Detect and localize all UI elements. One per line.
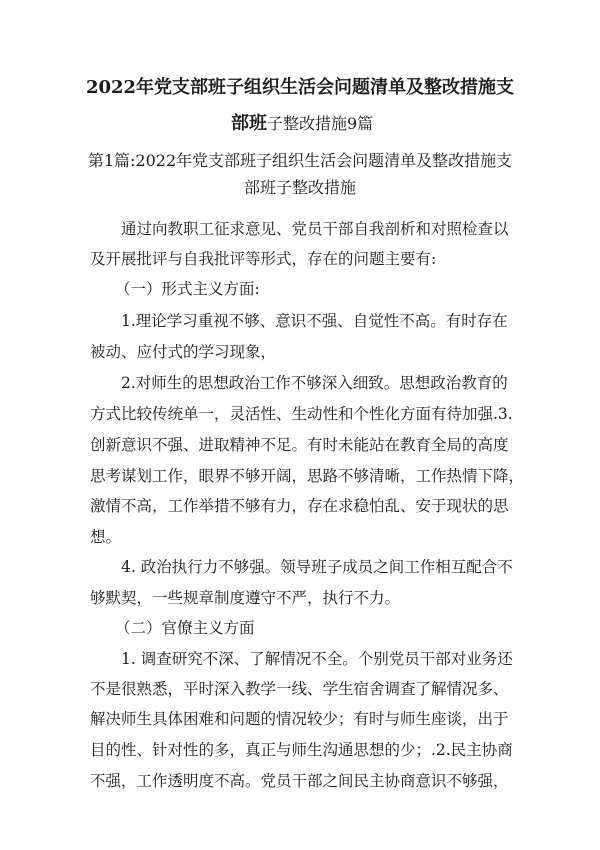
body-line: 想。 xyxy=(90,528,122,546)
body-line: 1. 调查研究不深、了解情况不全。个别党员干部对业务还 xyxy=(121,650,513,668)
body-line: 目的性、针对性的多，真正与师生沟通思想的少；.2.民主协商 xyxy=(90,741,513,759)
body-line: （一）形式主义方面: xyxy=(115,280,260,298)
body-line: 思考谋划工作，眼界不够开阔，思路不够清晰，工作热情下降， xyxy=(90,467,525,485)
body-line: 1.理论学习重视不够、意识不强、自觉性不高。有时存在 xyxy=(121,312,508,330)
body-line: 4. 政治执行力不够强。领导班子成员之间工作相互配合不 xyxy=(121,558,513,576)
section-heading-line1: 第1篇:2022年党支部班子组织生活会问题清单及整改措施支 xyxy=(87,151,513,170)
body-line: 被动、应付式的学习现象， xyxy=(90,343,277,361)
body-line: 创新意识不强、进取精神不足。有时未能站在教育全局的高度 xyxy=(90,436,509,454)
section-heading-line2: 部班子整改措施 xyxy=(243,178,356,197)
body-line: 够默契，一些规章制度遵守不严，执行不力。 xyxy=(90,589,401,607)
body-line: 通过向教职工征求意见、党员干部自我剖析和对照检查以 xyxy=(121,220,509,238)
body-line: 解决师生具体困难和问题的情况较少；有时与师生座谈，出于 xyxy=(90,710,509,728)
body-line: 及开展批评与自我批评等形式，存在的问题主要有: xyxy=(90,250,437,268)
body-line: （二）官僚主义方面 xyxy=(115,619,255,637)
body-line: 激情不高，工作举措不够有力，存在求稳怕乱、安于现状的思 xyxy=(90,497,509,515)
title-line2-bold: 部班 xyxy=(231,113,267,134)
body-line: 不是很熟悉，平时深入教学一线、学生宿舍调查了解情况多、 xyxy=(90,680,509,698)
body-line: 不强，工作透明度不高。党员干部之间民主协商意识不够强， xyxy=(90,772,509,790)
body-line: 2.对师生的思想政治工作不够深入细致。思想政治教育的 xyxy=(121,374,508,392)
document-title-line2 xyxy=(231,113,373,135)
body-line: 方式比较传统单一，灵活性、生动性和个性化方面有待加强.3. xyxy=(90,405,513,423)
document-title-line1: 2022年党支部班子组织生活会问题清单及整改措施支 xyxy=(85,77,515,98)
title-line2-rest: 子整改措施9篇 xyxy=(267,114,374,133)
